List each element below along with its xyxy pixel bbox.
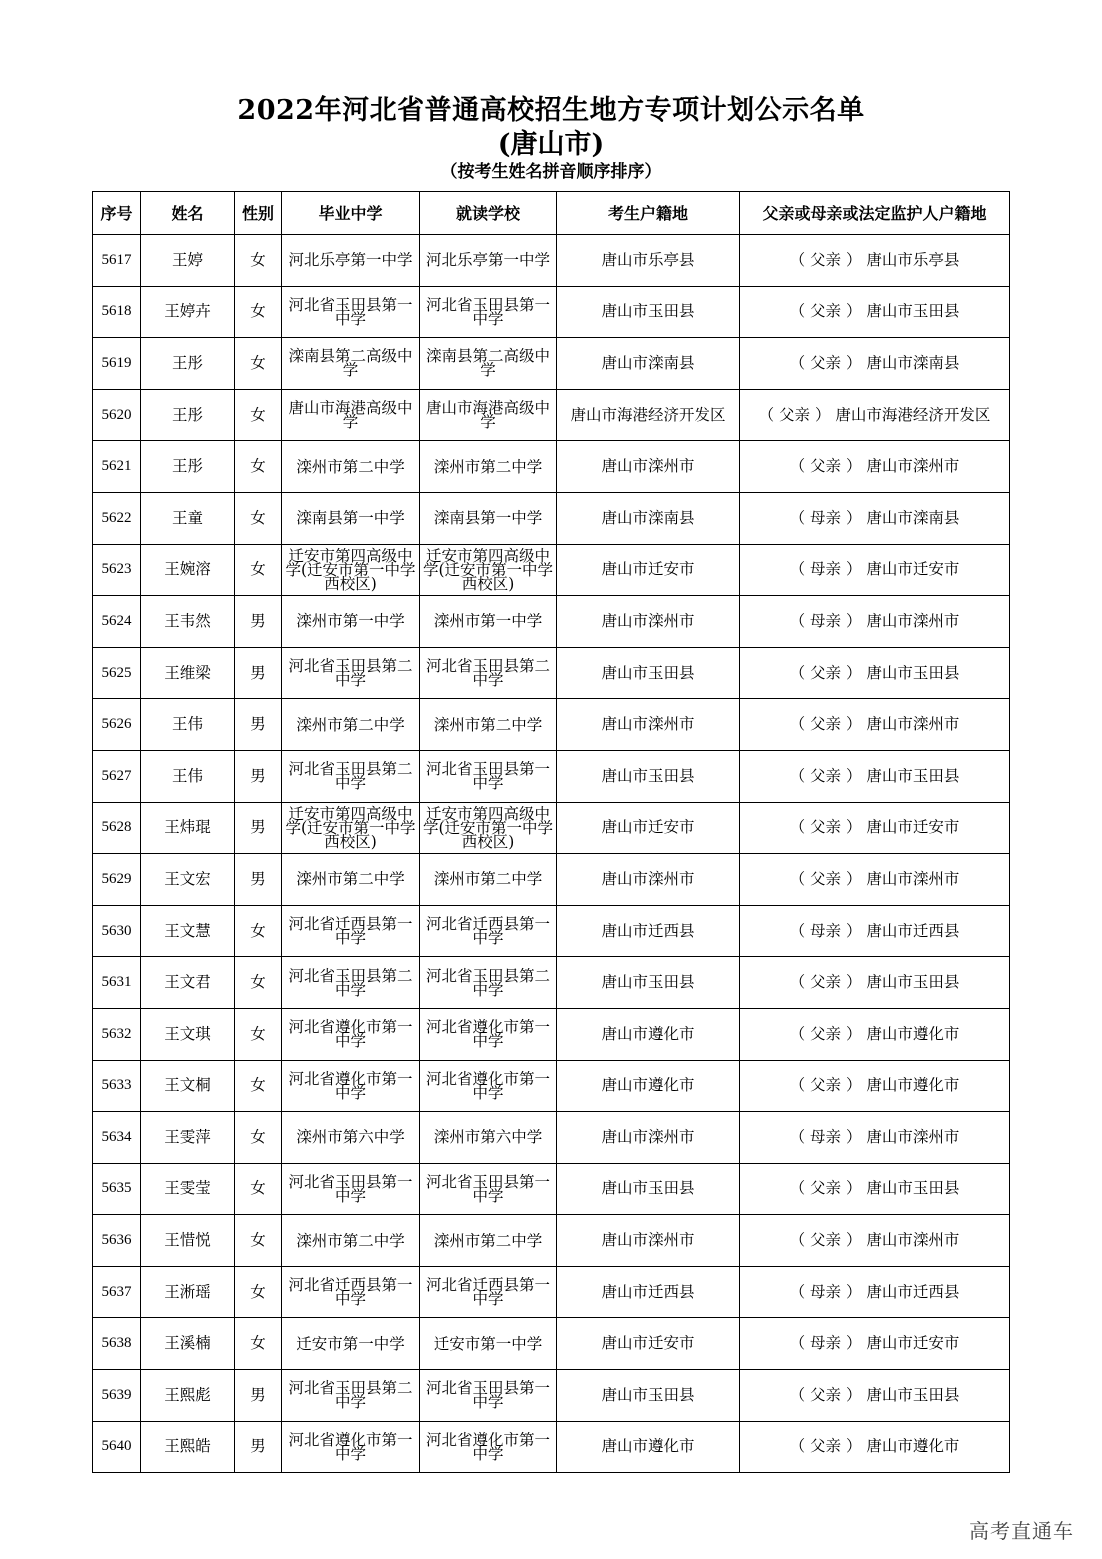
header-current-school: 就读学校: [420, 192, 557, 235]
cell-index: 5623: [93, 544, 141, 596]
cell-graduation-school: 滦州市第二中学: [282, 854, 420, 906]
cell-guardian-registration: （ 父亲 ） 唐山市玉田县: [740, 750, 1010, 802]
cell-household-registration: 唐山市滦州市: [557, 441, 740, 493]
cell-gender: 女: [235, 1008, 282, 1060]
cell-gender: 女: [235, 957, 282, 1009]
header-name: 姓名: [141, 192, 235, 235]
table-row: [93, 1060, 1010, 1112]
cell-household-registration: 唐山市海港经济开发区: [557, 389, 740, 441]
table-row: [93, 286, 1010, 338]
cell-household-registration: 唐山市滦南县: [557, 492, 740, 544]
table-row: [93, 1163, 1010, 1215]
cell-guardian-registration: （ 父亲 ） 唐山市玉田县: [740, 647, 1010, 699]
cell-index: 5627: [93, 750, 141, 802]
cell-name: 王文君: [141, 957, 235, 1009]
cell-household-registration: 唐山市滦南县: [557, 338, 740, 390]
cell-index: 5620: [93, 389, 141, 441]
table-row: [93, 802, 1010, 854]
cell-graduation-school: 河北省玉田县第一中学: [282, 1163, 420, 1215]
cell-graduation-school: 河北省玉田县第二中学: [282, 1370, 420, 1422]
cell-graduation-school: 滦州市第一中学: [282, 596, 420, 648]
cell-index: 5617: [93, 235, 141, 287]
cell-guardian-registration: （ 父亲 ） 唐山市滦州市: [740, 699, 1010, 751]
cell-guardian-registration: （ 父亲 ） 唐山市遵化市: [740, 1060, 1010, 1112]
header-index: 序号: [93, 192, 141, 235]
cell-graduation-school: 河北省玉田县第二中学: [282, 957, 420, 1009]
cell-current-school: 河北省玉田县第一中学: [420, 750, 557, 802]
table-row: [93, 905, 1010, 957]
cell-index: 5628: [93, 802, 141, 854]
cell-index: 5621: [93, 441, 141, 493]
cell-index: 5632: [93, 1008, 141, 1060]
cell-current-school: 迁安市第一中学: [420, 1318, 557, 1370]
cell-name: 王彤: [141, 441, 235, 493]
cell-name: 王婷: [141, 235, 235, 287]
cell-graduation-school: 滦州市第二中学: [282, 1215, 420, 1267]
cell-index: 5624: [93, 596, 141, 648]
cell-current-school: 河北省玉田县第二中学: [420, 957, 557, 1009]
cell-gender: 女: [235, 1215, 282, 1267]
table-row: [93, 647, 1010, 699]
table-row: [93, 235, 1010, 287]
cell-guardian-registration: （ 父亲 ） 唐山市滦州市: [740, 1215, 1010, 1267]
cell-gender: 女: [235, 338, 282, 390]
cell-graduation-school: 河北省遵化市第一中学: [282, 1008, 420, 1060]
cell-graduation-school: 河北乐亭第一中学: [282, 235, 420, 287]
cell-guardian-registration: （ 父亲 ） 唐山市海港经济开发区: [740, 389, 1010, 441]
cell-current-school: 河北省迁西县第一中学: [420, 1266, 557, 1318]
cell-guardian-registration: （ 父亲 ） 唐山市滦州市: [740, 441, 1010, 493]
cell-household-registration: 唐山市迁安市: [557, 544, 740, 596]
cell-index: 5622: [93, 492, 141, 544]
cell-index: 5635: [93, 1163, 141, 1215]
cell-name: 王雯莹: [141, 1163, 235, 1215]
cell-guardian-registration: （ 父亲 ） 唐山市遵化市: [740, 1421, 1010, 1473]
table-row: [93, 1215, 1010, 1267]
cell-current-school: 河北省玉田县第二中学: [420, 647, 557, 699]
cell-index: 5626: [93, 699, 141, 751]
cell-graduation-school: 迁安市第一中学: [282, 1318, 420, 1370]
table-row: [93, 957, 1010, 1009]
cell-household-registration: 唐山市滦州市: [557, 1112, 740, 1164]
cell-guardian-registration: （ 父亲 ） 唐山市玉田县: [740, 957, 1010, 1009]
cell-gender: 女: [235, 1163, 282, 1215]
cell-graduation-school: 河北省玉田县第二中学: [282, 750, 420, 802]
cell-name: 王文桐: [141, 1060, 235, 1112]
cell-household-registration: 唐山市玉田县: [557, 957, 740, 1009]
cell-household-registration: 唐山市玉田县: [557, 1370, 740, 1422]
cell-index: 5630: [93, 905, 141, 957]
cell-name: 王韦然: [141, 596, 235, 648]
cell-graduation-school: 滦南县第一中学: [282, 492, 420, 544]
cell-name: 王伟: [141, 750, 235, 802]
cell-current-school: 滦州市第一中学: [420, 596, 557, 648]
cell-name: 王溪楠: [141, 1318, 235, 1370]
cell-household-registration: 唐山市遵化市: [557, 1421, 740, 1473]
table-row: [93, 1112, 1010, 1164]
cell-name: 王婉溶: [141, 544, 235, 596]
cell-gender: 男: [235, 750, 282, 802]
cell-graduation-school: 河北省玉田县第一中学: [282, 286, 420, 338]
cell-index: 5634: [93, 1112, 141, 1164]
cell-name: 王维梁: [141, 647, 235, 699]
cell-household-registration: 唐山市滦州市: [557, 854, 740, 906]
cell-guardian-registration: （ 父亲 ） 唐山市玉田县: [740, 1370, 1010, 1422]
cell-current-school: 唐山市海港高级中学: [420, 389, 557, 441]
cell-name: 王伟: [141, 699, 235, 751]
cell-guardian-registration: （ 母亲 ） 唐山市滦州市: [740, 1112, 1010, 1164]
cell-index: 5640: [93, 1421, 141, 1473]
cell-name: 王文宏: [141, 854, 235, 906]
cell-index: 5631: [93, 957, 141, 1009]
watermark-footer: 高考直通车: [969, 1519, 1074, 1543]
cell-household-registration: 唐山市迁安市: [557, 1318, 740, 1370]
page-subtitle-sort-note: （按考生姓名拼音顺序排序）: [440, 162, 662, 182]
cell-current-school: 滦南县第一中学: [420, 492, 557, 544]
table-row: [93, 389, 1010, 441]
cell-graduation-school: 迁安市第四高级中学(迁安市第一中学西校区): [282, 544, 420, 596]
cell-gender: 男: [235, 596, 282, 648]
cell-current-school: 河北省玉田县第一中学: [420, 1370, 557, 1422]
cell-index: 5637: [93, 1266, 141, 1318]
table-row: [93, 1008, 1010, 1060]
cell-guardian-registration: （ 母亲 ） 唐山市滦州市: [740, 596, 1010, 648]
cell-household-registration: 唐山市遵化市: [557, 1060, 740, 1112]
cell-gender: 女: [235, 492, 282, 544]
cell-guardian-registration: （ 父亲 ） 唐山市滦南县: [740, 338, 1010, 390]
cell-gender: 女: [235, 235, 282, 287]
cell-name: 王熙皓: [141, 1421, 235, 1473]
cell-gender: 男: [235, 1421, 282, 1473]
cell-household-registration: 唐山市迁西县: [557, 1266, 740, 1318]
cell-household-registration: 唐山市玉田县: [557, 286, 740, 338]
cell-gender: 女: [235, 389, 282, 441]
table-row: [93, 596, 1010, 648]
cell-graduation-school: 迁安市第四高级中学(迁安市第一中学西校区): [282, 802, 420, 854]
cell-gender: 女: [235, 1112, 282, 1164]
page-title: 2022年河北省普通高校招生地方专项计划公示名单: [237, 95, 865, 126]
cell-guardian-registration: （ 母亲 ） 唐山市迁安市: [740, 544, 1010, 596]
cell-graduation-school: 唐山市海港高级中学: [282, 389, 420, 441]
table-row: [93, 1266, 1010, 1318]
cell-household-registration: 唐山市玉田县: [557, 647, 740, 699]
cell-current-school: 河北省遵化市第一中学: [420, 1060, 557, 1112]
cell-guardian-registration: （ 母亲 ） 唐山市滦南县: [740, 492, 1010, 544]
cell-current-school: 滦州市第二中学: [420, 1215, 557, 1267]
cell-current-school: 河北省遵化市第一中学: [420, 1421, 557, 1473]
cell-household-registration: 唐山市乐亭县: [557, 235, 740, 287]
page-subtitle-city: (唐山市): [497, 129, 605, 160]
cell-household-registration: 唐山市迁安市: [557, 802, 740, 854]
header-household-registration: 考生户籍地: [557, 192, 740, 235]
cell-name: 王雯萍: [141, 1112, 235, 1164]
cell-gender: 男: [235, 854, 282, 906]
header-guardian-registration: 父亲或母亲或法定监护人户籍地: [740, 192, 1010, 235]
cell-graduation-school: 滦州市第二中学: [282, 441, 420, 493]
cell-name: 王淅瑶: [141, 1266, 235, 1318]
cell-household-registration: 唐山市迁西县: [557, 905, 740, 957]
cell-index: 5633: [93, 1060, 141, 1112]
cell-current-school: 河北省遵化市第一中学: [420, 1008, 557, 1060]
table-row: [93, 492, 1010, 544]
cell-guardian-registration: （ 父亲 ） 唐山市遵化市: [740, 1008, 1010, 1060]
cell-current-school: 迁安市第四高级中学(迁安市第一中学西校区): [420, 544, 557, 596]
cell-name: 王熙彪: [141, 1370, 235, 1422]
cell-name: 王婷卉: [141, 286, 235, 338]
cell-name: 王文琪: [141, 1008, 235, 1060]
table-row: [93, 544, 1010, 596]
cell-name: 王惜悦: [141, 1215, 235, 1267]
cell-current-school: 河北省玉田县第一中学: [420, 1163, 557, 1215]
table-header-row: [93, 192, 1010, 235]
table-row: [93, 750, 1010, 802]
table-row: [93, 338, 1010, 390]
cell-household-registration: 唐山市滦州市: [557, 596, 740, 648]
cell-graduation-school: 滦州市第二中学: [282, 699, 420, 751]
cell-graduation-school: 滦南县第二高级中学: [282, 338, 420, 390]
cell-gender: 男: [235, 1370, 282, 1422]
cell-guardian-registration: （ 父亲 ） 唐山市玉田县: [740, 1163, 1010, 1215]
header-gender: 性别: [235, 192, 282, 235]
cell-graduation-school: 河北省迁西县第一中学: [282, 905, 420, 957]
cell-gender: 女: [235, 441, 282, 493]
cell-guardian-registration: （ 父亲 ） 唐山市玉田县: [740, 286, 1010, 338]
cell-index: 5629: [93, 854, 141, 906]
table-row: [93, 1318, 1010, 1370]
cell-household-registration: 唐山市玉田县: [557, 1163, 740, 1215]
cell-current-school: 滦州市第二中学: [420, 699, 557, 751]
cell-gender: 女: [235, 1060, 282, 1112]
table-row: [93, 441, 1010, 493]
cell-household-registration: 唐山市滦州市: [557, 699, 740, 751]
header-graduation-school: 毕业中学: [282, 192, 420, 235]
roster-table: [92, 191, 1010, 1473]
cell-gender: 男: [235, 647, 282, 699]
cell-current-school: 滦州市第二中学: [420, 854, 557, 906]
cell-current-school: 河北省玉田县第一中学: [420, 286, 557, 338]
table-row: [93, 854, 1010, 906]
cell-current-school: 河北省迁西县第一中学: [420, 905, 557, 957]
table-row: [93, 1370, 1010, 1422]
cell-gender: 男: [235, 699, 282, 751]
cell-index: 5619: [93, 338, 141, 390]
cell-graduation-school: 河北省玉田县第二中学: [282, 647, 420, 699]
cell-name: 王彤: [141, 338, 235, 390]
cell-index: 5618: [93, 286, 141, 338]
table-row: [93, 699, 1010, 751]
cell-name: 王文慧: [141, 905, 235, 957]
cell-guardian-registration: （ 父亲 ） 唐山市迁安市: [740, 802, 1010, 854]
cell-graduation-school: 河北省遵化市第一中学: [282, 1060, 420, 1112]
cell-guardian-registration: （ 父亲 ） 唐山市乐亭县: [740, 235, 1010, 287]
cell-gender: 女: [235, 1266, 282, 1318]
cell-name: 王童: [141, 492, 235, 544]
cell-graduation-school: 滦州市第六中学: [282, 1112, 420, 1164]
cell-gender: 女: [235, 905, 282, 957]
cell-graduation-school: 河北省遵化市第一中学: [282, 1421, 420, 1473]
cell-current-school: 滦州市第六中学: [420, 1112, 557, 1164]
cell-current-school: 河北乐亭第一中学: [420, 235, 557, 287]
cell-gender: 女: [235, 286, 282, 338]
cell-guardian-registration: （ 母亲 ） 唐山市迁安市: [740, 1318, 1010, 1370]
cell-current-school: 滦州市第二中学: [420, 441, 557, 493]
cell-name: 王炜琨: [141, 802, 235, 854]
cell-current-school: 迁安市第四高级中学(迁安市第一中学西校区): [420, 802, 557, 854]
cell-household-registration: 唐山市滦州市: [557, 1215, 740, 1267]
cell-guardian-registration: （ 父亲 ） 唐山市滦州市: [740, 854, 1010, 906]
cell-gender: 男: [235, 802, 282, 854]
cell-household-registration: 唐山市遵化市: [557, 1008, 740, 1060]
cell-graduation-school: 河北省迁西县第一中学: [282, 1266, 420, 1318]
cell-current-school: 滦南县第二高级中学: [420, 338, 557, 390]
cell-index: 5636: [93, 1215, 141, 1267]
cell-guardian-registration: （ 母亲 ） 唐山市迁西县: [740, 1266, 1010, 1318]
cell-gender: 女: [235, 544, 282, 596]
cell-index: 5638: [93, 1318, 141, 1370]
cell-index: 5639: [93, 1370, 141, 1422]
cell-index: 5625: [93, 647, 141, 699]
cell-guardian-registration: （ 母亲 ） 唐山市迁西县: [740, 905, 1010, 957]
cell-name: 王彤: [141, 389, 235, 441]
table-row: [93, 1421, 1010, 1473]
cell-gender: 女: [235, 1318, 282, 1370]
cell-household-registration: 唐山市玉田县: [557, 750, 740, 802]
